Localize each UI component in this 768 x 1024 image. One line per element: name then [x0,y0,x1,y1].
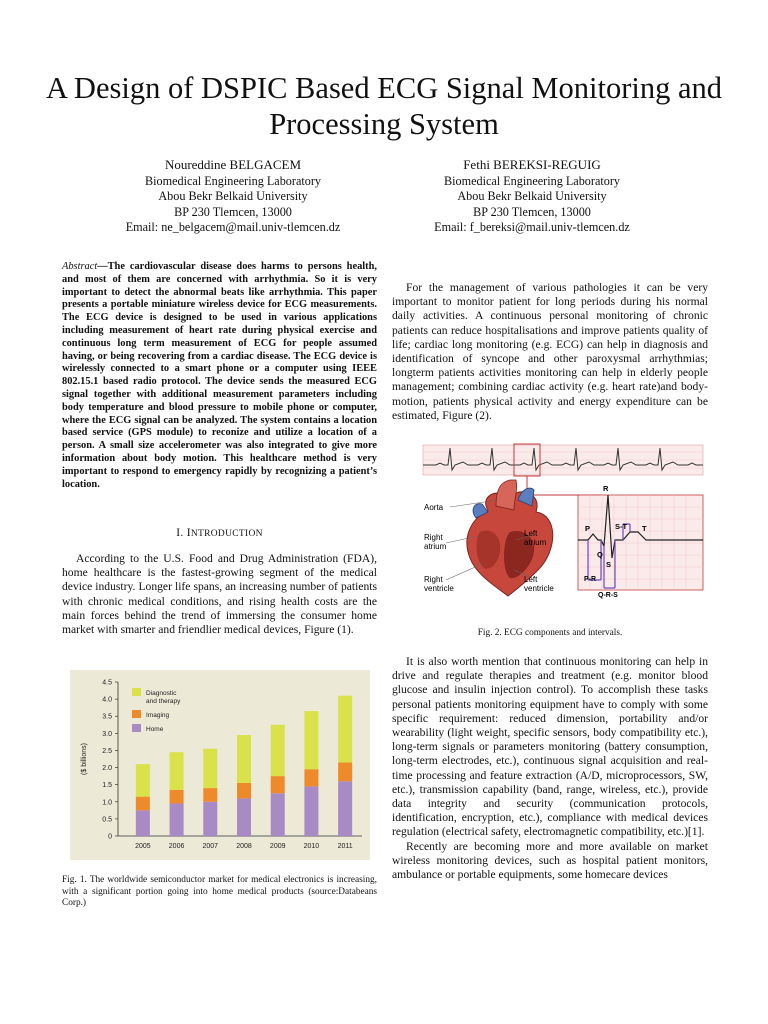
x-tick-label: 2008 [236,843,252,850]
bar-segment-imaging [203,788,217,802]
abstract-label: Abstract [62,261,98,272]
y-tick-label: 0 [108,833,112,841]
bar-segment-diagnostic-and-therapy [136,764,150,797]
ecg-heart-illustration [418,440,708,615]
author-block-2 [367,157,697,236]
bar-segment-home [338,781,352,836]
zoom-connector [527,476,603,495]
abstract-text: —The cardiovascular disease does harms to persons health, and most of them are concerned with arrhythmia. So it is very important to detect the abnormal beats like arrhythmia. This paper presents a portable miniature wireless device for ECG measurements. The ECG device is designed to be used in various applications including measurement of heart rate during physical exercise and continuous long term measurement of ECG for people assumed having, or being recovering from a cardiac disease. The ECG device is wirelessly connected to a smart phone or a computer using IEEE 802.15.1 based radio protocol. The device sends the measured ECG signal together with additional measurement parameters including body temperature and blood pressure to mobile phone or computer, where the ECG signal can be analyzed. The system contains a location based service (GPS module) to reconize and utilize a location of a person. A small size accelerometer was also integrated to give more information about body motion. This healthcare method is very important to respond to emergency rapidly by recognizing a patient’s location. [62,261,377,490]
figure-1-chart [70,670,370,860]
author-email: Email: ne_belgacem@mail.univ-tlemcen.dz [125,220,341,234]
bar-segment-home [304,786,318,836]
author-university: Abou Bekr Belkaid University [457,189,607,203]
legend-swatch [132,688,141,696]
legend-swatch [132,724,141,732]
legend-swatch [132,710,141,718]
bar-segment-diagnostic-and-therapy [237,735,251,783]
bar-segment-imaging [170,790,184,804]
figure-1-caption: Fig. 1. The worldwide semiconductor market for medical electronics is increasing, with a significant portion going into home medical products (source:Databeans Corp.) [62,875,377,908]
label-left-ventricle: Left [524,575,538,584]
bar-segment-home [271,793,285,836]
label-left-atrium-2: atrium [524,538,547,547]
y-tick-label: 1.5 [102,782,112,790]
bar-segment-diagnostic-and-therapy [170,752,184,790]
bar-segment-imaging [271,776,285,793]
figure-2-ecg-diagram [418,440,708,615]
paragraph: It is also worth mention that continuous monitoring can help in drive and regulate therapies and treatment (e.g. monitor blood glucose and insulin injection control). To accomplish these tasks personal patients monitoring equipment have to comply with some specific requirement: reduced dimension, portability and/or wearability (light weight, specific sensors, body compatibility etc.), long-term signals or parameters monitoring (battery consumption, long-term electrodes, etc.), continuous signal acquisition and real-time processing and feature extraction (A/D, microprocessors, SW, etc.), transmission capability (band, range, wireless, etc.), provide data integrity and security (communication protocols, identification, encryption, etc.), compliance with medical devices regulation (electrical safety, electromagnetic compatibility, etc.)[1]. [392,655,708,839]
author-block-1 [68,157,398,236]
y-tick-label: 0.5 [102,816,112,824]
label-right-ventricle: Right [424,575,443,584]
x-tick-label: 2007 [202,843,219,850]
y-tick-label: 4.0 [102,696,112,704]
bar-segment-imaging [338,762,352,781]
label-t: T [642,524,647,533]
figure-2-caption: Fig. 2. ECG components and intervals. [477,628,623,638]
y-tick-label: 3.5 [102,713,112,721]
author-lab: Biomedical Engineering Laboratory [145,173,321,188]
ecg-zoom-panel [578,495,703,590]
author-lab: Biomedical Engineering Laboratory [444,173,620,188]
author-address: BP 230 Tlemcen, 13000 [174,204,292,219]
author-name: Fethi BEREKSI-REGUIG [463,157,601,172]
author-name: Noureddine BELGACEM [164,157,302,172]
section-number: I. [176,527,187,539]
label-s: S [606,560,612,569]
bar-segment-imaging [136,797,150,811]
legend-label: Home [146,726,164,733]
bar-chart [70,670,370,860]
x-tick-label: 2005 [135,843,151,850]
paper-title: A Design of DSPIC Based ECG Signal Monitoring and Processing System [45,71,723,141]
x-tick-label: 2011 [337,843,353,850]
x-tick-label: 2006 [168,843,185,850]
bar-segment-home [203,802,217,836]
legend-label: Imaging [146,712,170,719]
paragraph: According to the U.S. Food and Drug Administration (FDA), home healthcare is the fastest-growing segment of the medical device industry. Longer life spans, an increasing number of patients with chronic medical conditions, and rising health costs are the main forces behind the trend of immersing the consumer home market with smarter and friendlier medical devices, Figure (1). [62,552,377,637]
x-tick-label: 2010 [303,843,320,850]
x-tick-label: 2009 [269,843,286,850]
author-address: BP 230 Tlemcen, 13000 [473,204,591,219]
bar-segment-diagnostic-and-therapy [203,749,217,788]
y-tick-label: 2.5 [102,747,112,755]
label-right-atrium: Right [424,533,443,542]
label-right-atrium-2: atrium [424,542,447,551]
section-title-rest: NTRODUCTION [190,529,263,539]
paragraph: Recently are becoming more and more available on market wireless monitoring devices, such as hospital patient monitors, ambulance or portable equipments, some homecare devices [392,839,708,882]
right-paragraph-2 [392,655,708,882]
legend-label: Diagnostic [146,690,177,697]
y-tick-label: 2.0 [102,765,112,773]
section-heading [62,527,377,539]
bar-segment-home [170,803,184,836]
y-tick-label: 4.5 [102,679,112,687]
bar-segment-imaging [304,769,318,786]
label-right-ventricle-2: ventricle [424,584,454,593]
y-tick-label: 3.0 [102,730,112,738]
label-left-atrium: Left [524,529,538,538]
label-pr: P-R [584,576,597,583]
right-paragraph-1 [392,281,708,423]
label-left-ventricle-2: ventricle [524,584,554,593]
bar-segment-diagnostic-and-therapy [338,696,352,763]
label-st: S-T [615,522,628,531]
author-university: Abou Bekr Belkaid University [158,189,308,203]
bar-segment-diagnostic-and-therapy [304,711,318,769]
bar-segment-imaging [237,783,251,798]
intro-paragraph [62,552,377,637]
label-r: R [603,484,609,493]
abstract [62,261,377,491]
label-aorta: Aorta [424,503,444,512]
label-p: P [585,524,591,533]
bar-segment-home [136,810,150,836]
paragraph: For the management of various pathologies it can be very important to monitor patient for long periods during his normal daily activities. A continuous personal monitoring of chronic patients can reduce hospitalisations and improve patients quality of life; cardiac long monitoring (e.g. ECG) can help in diagnosis and identification of syncope and other paroxysmal arrhythmias; longterm patients activities monitoring can help in elderly people management; combining cardiac activity (e.g. heart rate)and body-motion, patients physical activity and energy expenditure can be estimated, Figure (2). [392,281,708,422]
bar-segment-home [237,798,251,836]
section-title-initial: I [186,527,191,539]
author-email: Email: f_bereksi@mail.univ-tlemcen.dz [434,220,630,234]
bar-segment-diagnostic-and-therapy [271,725,285,776]
label-q: Q [597,550,603,559]
legend-label: and therapy [146,698,181,705]
label-qrs: Q-R-S [598,592,618,599]
y-axis-label: ($ billions) [81,743,88,775]
y-tick-label: 1.0 [102,799,112,807]
